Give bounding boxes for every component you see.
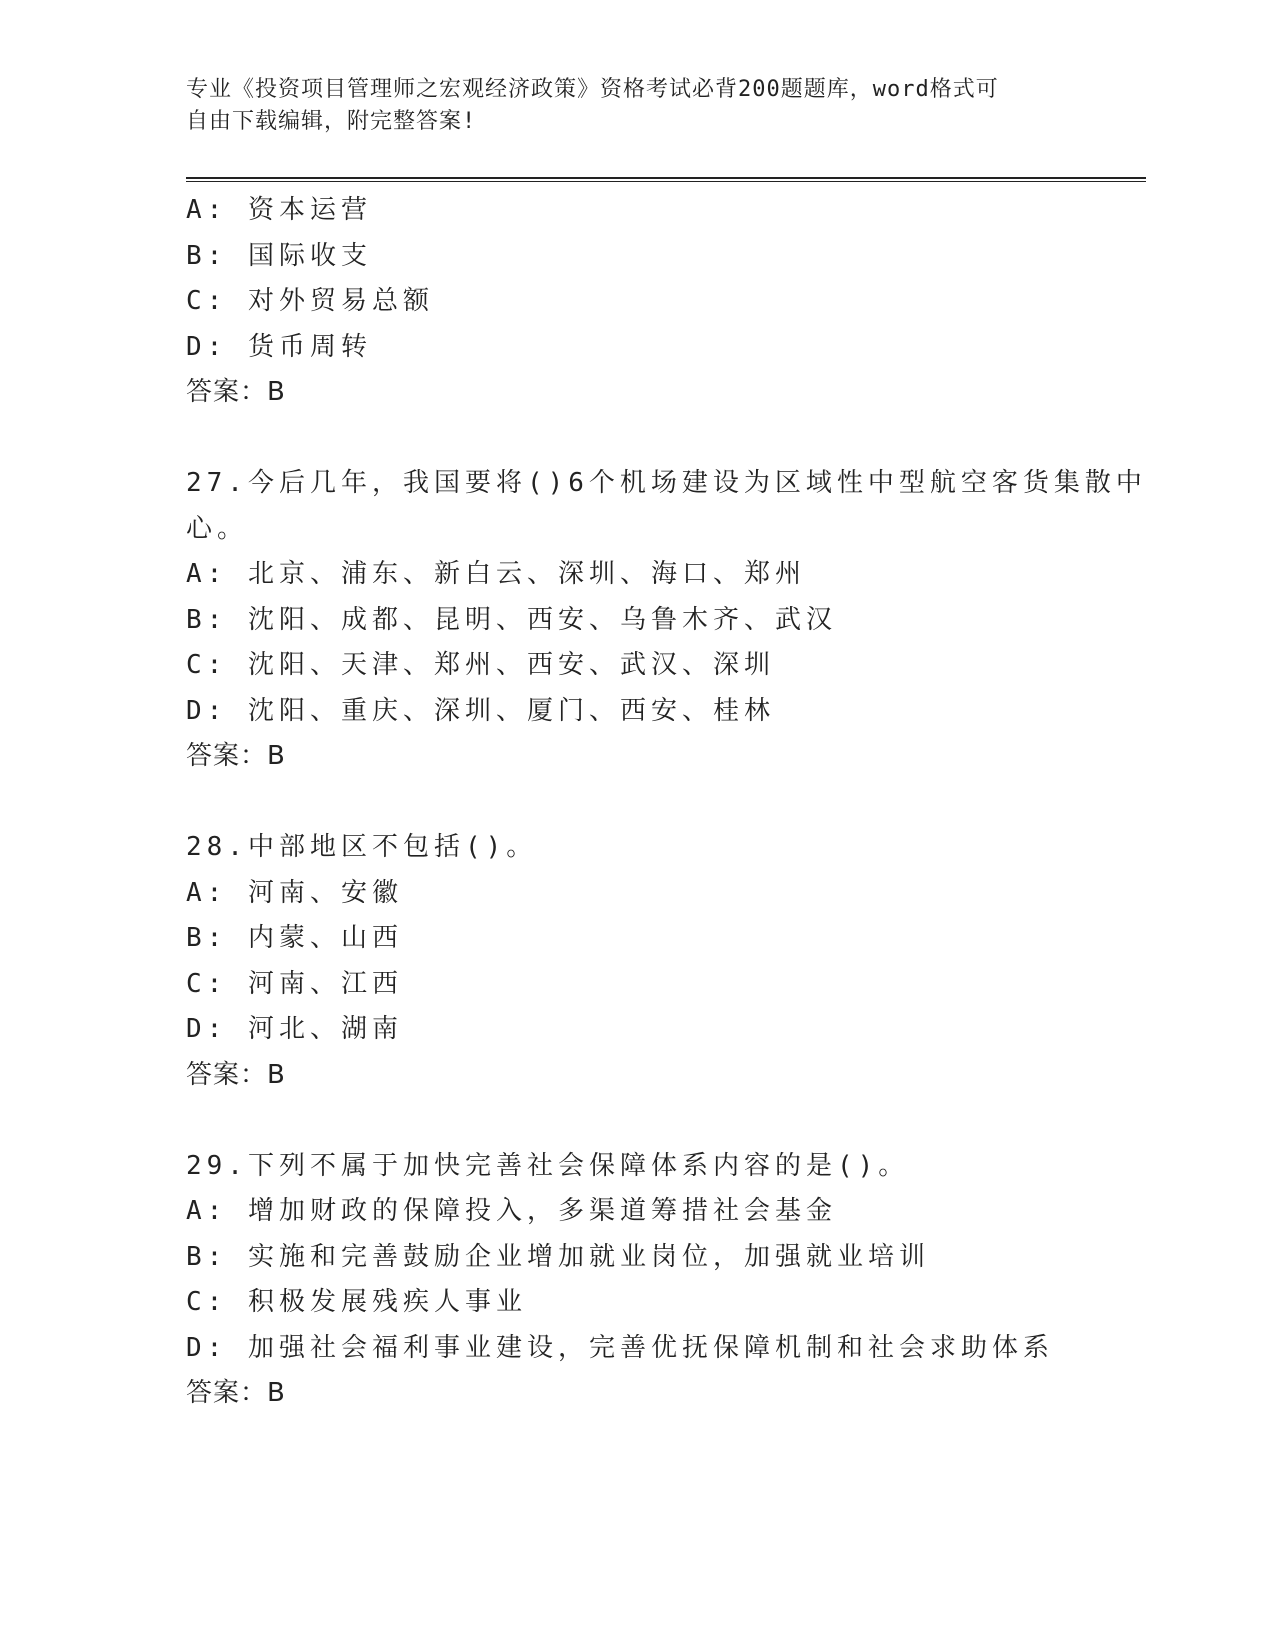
question-stem: 27.今后几年，我国要将()6个机场建设为区域性中型航空客货集散中	[186, 468, 1147, 498]
header-divider	[186, 177, 1146, 182]
option-a: A: 河南、安徽	[186, 877, 403, 908]
question-26-continued	[186, 188, 1086, 416]
option-b: B: 国际收支	[186, 240, 372, 271]
option-c: C: 沈阳、天津、郑州、西安、武汉、深圳	[186, 650, 775, 680]
question-stem-continued: 心。	[186, 513, 249, 544]
option-c: C: 积极发展残疾人事业	[186, 1287, 527, 1317]
answer: 答案：B	[186, 741, 286, 771]
header-line-1: 专业《投资项目管理师之宏观经济政策》资格考试必背200题题库，word格式可	[186, 77, 999, 102]
question-stem: 29.下列不属于加快完善社会保障体系内容的是()。	[186, 1150, 910, 1181]
option-c: C: 河南、江西	[186, 968, 403, 999]
option-a: A: 北京、浦东、新白云、深圳、海口、郑州	[186, 559, 806, 589]
document-header	[186, 74, 1066, 138]
question-29	[186, 1144, 1086, 1417]
option-a: A: 增加财政的保障投入，多渠道筹措社会基金	[186, 1196, 837, 1226]
option-d: D: 河北、湖南	[186, 1014, 403, 1044]
option-d: D: 货币周转	[186, 331, 372, 362]
question-stem: 28.中部地区不包括()。	[186, 832, 538, 862]
spacer	[186, 416, 1086, 462]
question-27	[186, 461, 1147, 780]
question-28	[186, 825, 1086, 1098]
option-b: B: 沈阳、成都、昆明、西安、乌鲁木齐、武汉	[186, 604, 837, 635]
option-b: B: 内蒙、山西	[186, 923, 403, 953]
option-d: D: 沈阳、重庆、深圳、厦门、西安、桂林	[186, 695, 775, 726]
option-a: A: 资本运营	[186, 195, 372, 225]
answer: 答案：B	[186, 1378, 286, 1408]
spacer	[186, 780, 1086, 826]
answer: 答案：B	[186, 1059, 286, 1090]
option-c: C: 对外贸易总额	[186, 286, 434, 316]
answer: 答案：B	[186, 377, 286, 407]
option-b: B: 实施和完善鼓励企业增加就业岗位，加强就业培训	[186, 1241, 930, 1272]
question-list	[186, 188, 1147, 1417]
option-d: D: 加强社会福利事业建设，完善优抚保障机制和社会求助体系	[186, 1332, 1054, 1363]
header-line-2: 自由下载编辑，附完整答案!	[186, 109, 477, 134]
spacer	[186, 1098, 1086, 1144]
